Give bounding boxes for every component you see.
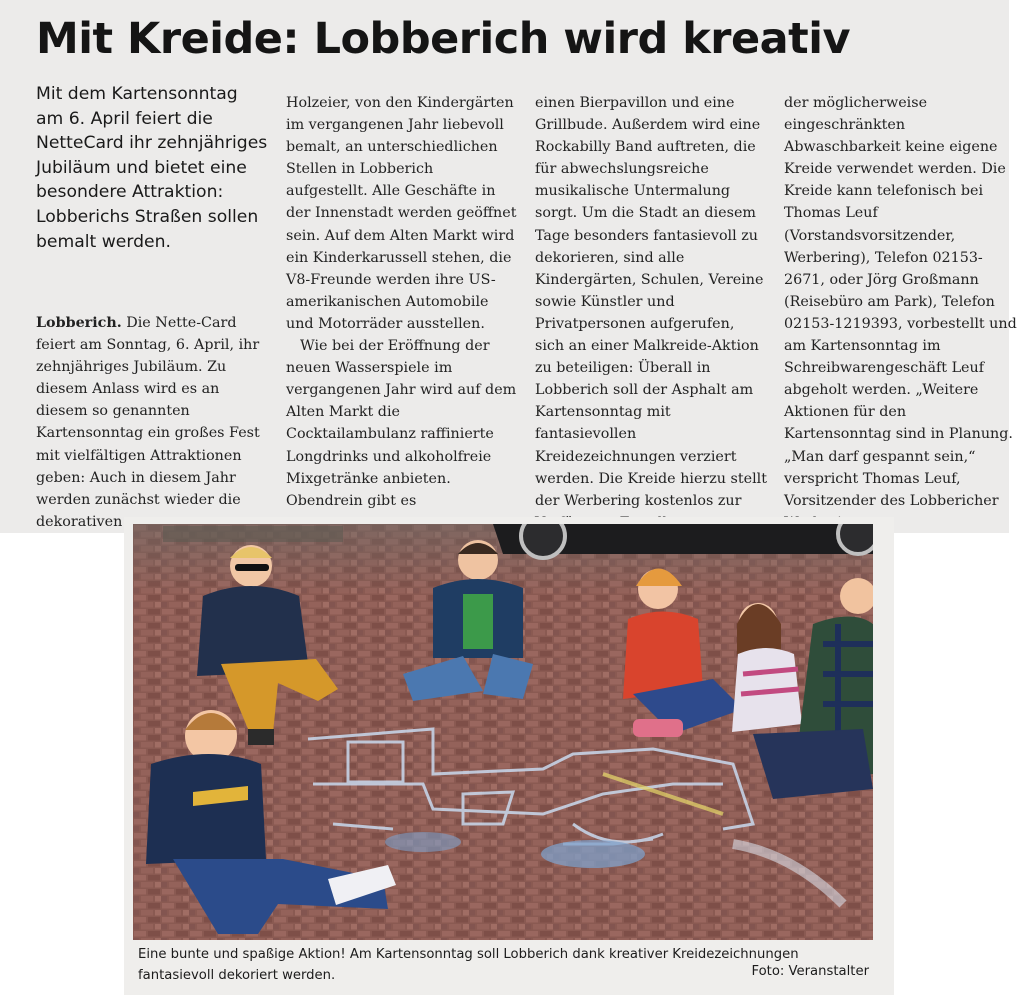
lead-paragraph: Mit dem Kartensonntag am 6. April feiert die NetteCard ihr zehnjähriges Jubiläum und bietet eine besondere Attraktion: Lobberichs Straßen sollen bemalt werden.	[36, 84, 268, 252]
photo-children-chalk-drawing	[133, 524, 873, 940]
article-column-1	[36, 312, 266, 533]
headline: Mit Kreide: Lobberich wird kreativ	[36, 14, 851, 64]
photo-caption: Eine bunte und spaßige Aktion! Am Kartensonntag soll Lobberich dank kreativer Kreidezeichnungen fantasievoll dekoriert werden.	[138, 947, 799, 983]
article-column-2	[286, 92, 518, 512]
column-2-text-a: Holzeier, von den Kindergärten im vergangenen Jahr liebevoll bemalt, an unterschiedlichen Stellen in Lobberich aufgestellt. Alle Geschäfte in der Innenstadt werden geöffnet sein. Auf dem Alten Markt wird ein Kinderkarussell stehen, die V8-Freunde werden ihre US-amerikanischen Automobile und Motorräder ausstellen.	[286, 95, 517, 332]
article-column-3: einen Bierpavillon und eine Grillbude. Außerdem wird eine Rockabilly Band auftreten, die für abwechslungsreiche musikalische Untermalung sorgt. Um die Stadt an diesem Tage besonders fantasievoll zu dekorieren, sind alle Kindergärten, Schulen, Vereine sowie Künstler und Privatpersonen aufgerufen, sich an einer Malkreide-Aktion zu beteiligen: Überall in Lobberich soll der Asphalt am Kartensonntag mit fantasievollen Kreidezeichnungen verziert werden. Die Kreide hierzu stellt der Werbering kostenlos zur	[535, 95, 767, 509]
column-1-text: Die Nette-Card feiert am Sonntag, 6. April, ihr zehnjähriges Jubiläum. Zu diesem Anlass wird es an diesem so genannten Kartensonntag ein großes Fest mit vielfältigen Attraktionen geben: Auch in diesem Jahr werden zunächst wieder die dekorativen	[36, 315, 260, 530]
article-column-4: der möglicherweise eingeschränkten Abwaschbarkeit keine eigene Kreide verwendet werden. Die Kreide kann telefonisch bei Thomas Leuf (Vorstandsvorsitzender, Werbering), Telefon 02153-2671, oder Jörg Großmann (Reisebüro am Park), Telefon 02153-1219393, vorbestellt und am Kartensonntag im Schreibwarengeschäft Leuf abgeholt werden. „Weitere Aktionen für den Kartensonntag sind in Planung. „Man darf gespannt sein,“ verspricht Thomas Leuf, Vorsitzender des Lobbericher	[784, 95, 1017, 509]
photo-credit: Foto: Veranstalter	[751, 964, 869, 979]
dateline: Lobberich.	[36, 315, 122, 331]
column-2-text-b: Wie bei der Eröffnung der neuen Wasserspiele im vergangenen Jahr wird auf dem Alten Markt die Cocktailambulanz raffinierte Longdrinks und alkoholfreie Mixgetränke anbieten. Obendrein gibt es	[286, 338, 517, 509]
